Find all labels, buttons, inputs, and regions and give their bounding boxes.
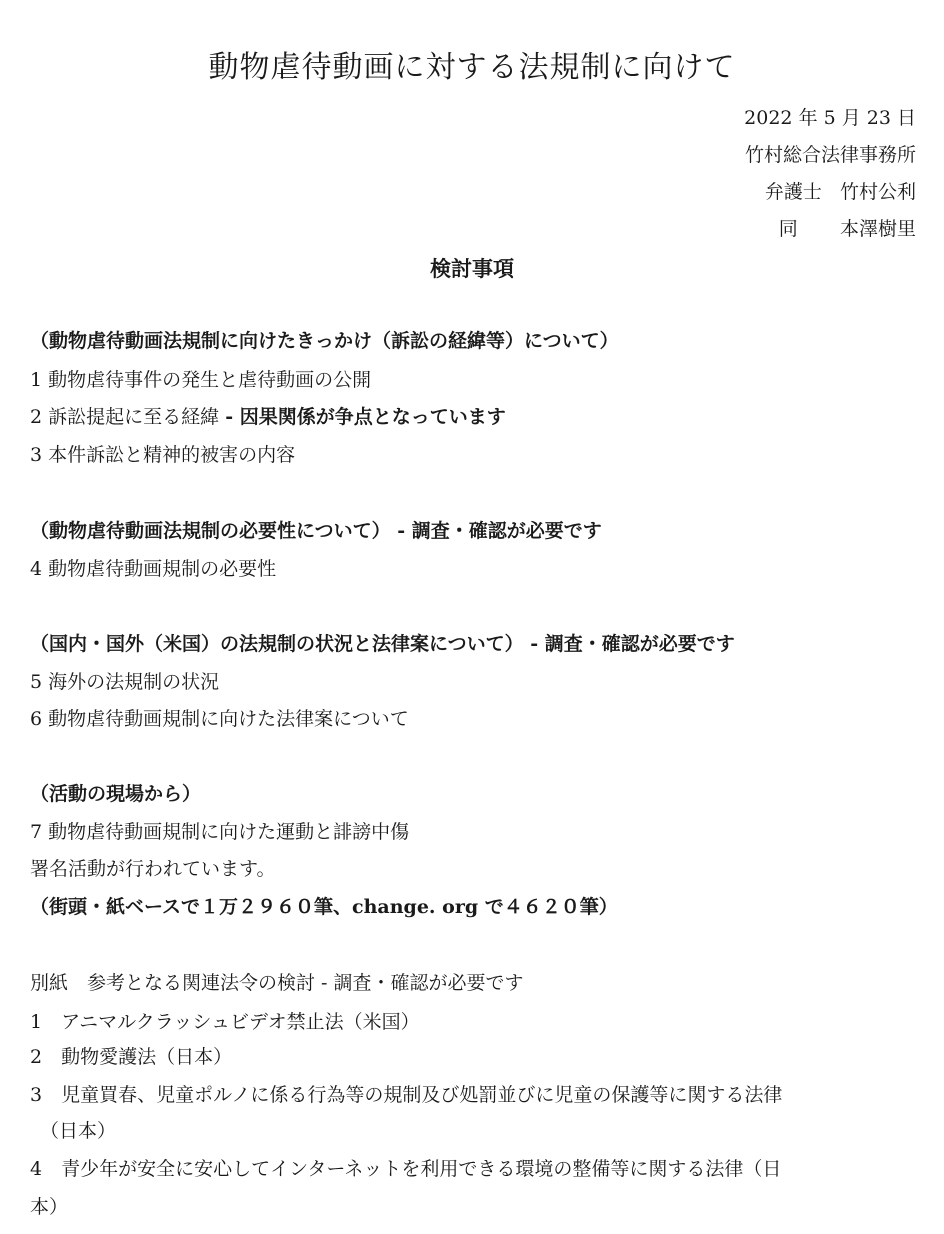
lawyer-1 (744, 174, 916, 211)
lawyer-2-name: 本澤樹里 (839, 218, 916, 240)
appendix-item3-line1: 3 児童買春、児童ポルノに係る行為等の規制及び処罰並びに児童の保護等に関する法律 (30, 1084, 783, 1106)
appendix-item4-line2: 本） (30, 1196, 69, 1218)
appendix-item3-line2: （日本） (40, 1120, 117, 1142)
lawyer-2-role: 同 (778, 218, 798, 240)
appendix-header (30, 969, 524, 997)
document-meta (744, 100, 916, 248)
section1-item2-text: 2 訴訟提起に至る経緯 (30, 406, 220, 428)
appendix-header-text: 別紙 参考となる関連法令の検討 (30, 972, 316, 994)
section1-header: （動物虐待動画法規制に向けたきっかけ（訴訟の経緯等）について） (30, 330, 619, 352)
section-heading: 検討事項 (430, 256, 514, 281)
section3-note: - 調査・確認が必要です (523, 633, 735, 655)
lawyer-2 (744, 211, 916, 248)
document-date: 2022 年 5 月 23 日 (744, 107, 916, 129)
appendix-item2: 2 動物愛護法（日本） (30, 1046, 233, 1068)
section1-item1: 1 動物虐待事件の発生と虐待動画の公開 (30, 369, 372, 391)
appendix-item4-line1: 4 青少年が安全に安心してインターネットを利用できる環境の整備等に関する法律（日 (30, 1158, 782, 1180)
section2-item4: 4 動物虐待動画規制の必要性 (30, 558, 277, 580)
section1-item3: 3 本件訴訟と精神的被害の内容 (30, 444, 296, 466)
appendix-note: - 調査・確認が必要です (315, 972, 524, 994)
section2-header-text: （動物虐待動画法規制の必要性について） (30, 520, 391, 542)
lawyer-1-role: 弁護士 (764, 181, 822, 203)
appendix-item1: 1 アニマルクラッシュビデオ禁止法（米国） (30, 1011, 420, 1033)
section3-header-text: （国内・国外（米国）の法規制の状況と法律案について） (30, 633, 524, 655)
section2-header (30, 517, 602, 545)
lawyer-1-name: 竹村公利 (839, 181, 916, 203)
section1-item2 (30, 403, 506, 431)
section1-item2-note: - 因果関係が争点となっています (225, 406, 506, 428)
section4-item7: 7 動物虐待動画規制に向けた運動と誹謗中傷 (30, 821, 410, 843)
section4-line2: 署名活動が行われています。 (30, 858, 276, 880)
document-title: 動物虐待動画に対する法規制に向けて (208, 50, 736, 85)
section3-item6: 6 動物虐待動画規制に向けた法律案について (30, 708, 409, 730)
section2-note: - 調査・確認が必要です (390, 520, 602, 542)
section3-item5: 5 海外の法規制の状況 (30, 671, 220, 693)
section3-header (30, 630, 735, 658)
law-firm-name: 竹村総合法律事務所 (744, 144, 916, 166)
section4-header: （活動の現場から） (30, 783, 202, 805)
section4-line3: （街頭・紙ベースで１万２９６０筆、change. org で４６２０筆） (30, 896, 618, 918)
